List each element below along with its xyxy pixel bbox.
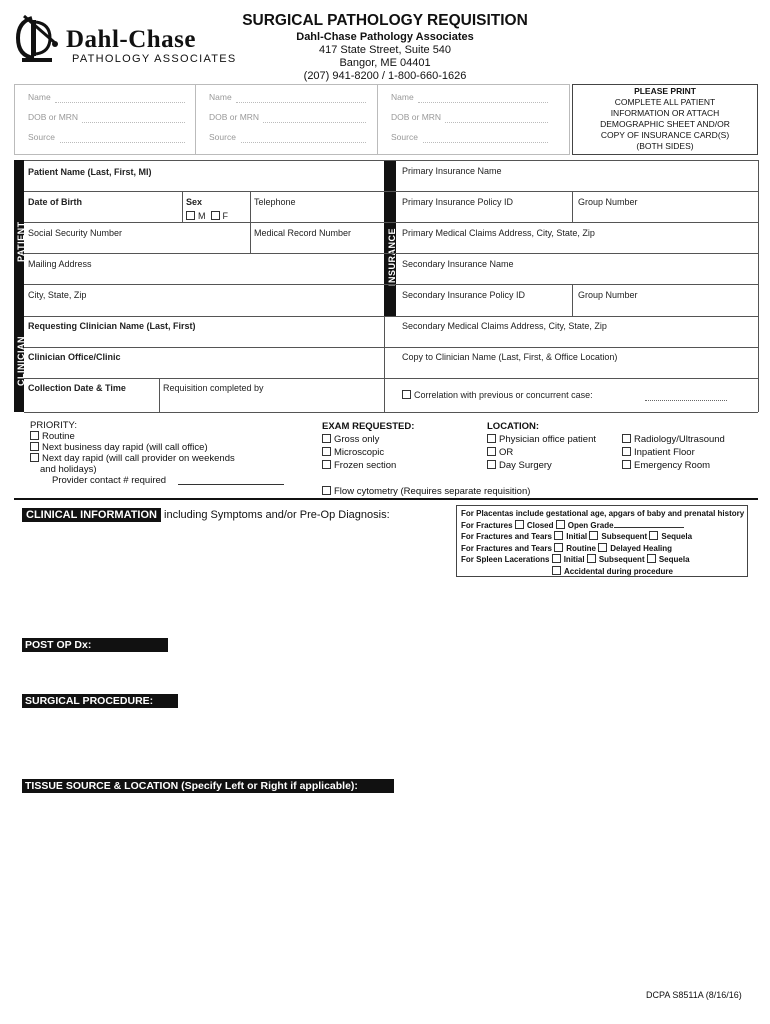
mailing-address-label: Mailing Address	[28, 259, 92, 269]
accidental-checkbox[interactable]	[552, 566, 561, 575]
address-line-1: 417 State Street, Suite 540	[318, 44, 452, 56]
logo-name: Dahl-Chase	[66, 26, 197, 53]
closed-label: Closed	[526, 520, 554, 530]
day-surgery-checkbox[interactable]	[487, 460, 496, 469]
please-print-line: COMPLETE ALL PATIENT	[614, 97, 716, 107]
logo-subtitle: PATHOLOGY ASSOCIATES	[72, 53, 237, 65]
initial-checkbox[interactable]	[554, 531, 563, 540]
telephone-label: Telephone	[254, 197, 296, 207]
routine-healing-checkbox[interactable]	[554, 543, 563, 552]
please-print-line: INFORMATION OR ATTACH	[610, 108, 720, 118]
label1-name: Name	[28, 92, 51, 102]
please-print-line: (BOTH SIDES)	[636, 141, 694, 151]
spleen-sequela-checkbox[interactable]	[647, 554, 656, 563]
patient-name-label: Patient Name (Last, First, MI)	[28, 167, 152, 177]
routine-healing-label: Routine	[566, 543, 597, 553]
sex-m-checkbox[interactable]	[186, 211, 195, 220]
primary-group-label: Group Number	[578, 197, 638, 207]
fractures-label: For Fractures	[461, 520, 513, 530]
primary-claims-address-label: Primary Medical Claims Address, City, State, Zip	[402, 228, 595, 238]
sequela-label: Sequela	[661, 532, 693, 541]
correlation-checkbox[interactable]	[402, 390, 411, 399]
insurance-side-label: INSURANCE	[387, 227, 397, 286]
city-state-zip-label: City, State, Zip	[28, 290, 87, 300]
post-op-title: POST OP Dx:	[22, 638, 168, 652]
gross-label: Gross only	[334, 434, 380, 445]
spleen-sequela-label: Sequela	[658, 555, 690, 564]
office-label: Physician office patient	[499, 434, 596, 445]
secondary-group-label: Group Number	[578, 290, 638, 300]
secondary-insurance-name-label: Secondary Insurance Name	[402, 259, 514, 269]
copy-to-clinician-label: Copy to Clinician Name (Last, First, & Office Location)	[402, 352, 618, 362]
priority-title: PRIORITY:	[30, 420, 77, 431]
completed-by-label: Requisition completed by	[163, 383, 264, 393]
subsequent-checkbox[interactable]	[589, 531, 598, 540]
tissue-source-title: TISSUE SOURCE & LOCATION (Specify Left or Right if applicable):	[22, 779, 394, 793]
label3-dob: DOB or MRN	[391, 112, 442, 122]
initial-label: Initial	[566, 532, 588, 541]
clinical-info-title: CLINICAL INFORMATION	[22, 508, 161, 522]
dahl-chase-logo-icon	[14, 12, 60, 64]
sex-f-label: F	[222, 211, 229, 221]
delayed-healing-checkbox[interactable]	[598, 543, 607, 552]
please-print-line: COPY OF INSURANCE CARD(S)	[600, 130, 730, 140]
please-print-line: DEMOGRAPHIC SHEET AND/OR	[600, 119, 730, 129]
clinical-info-suffix: including Symptoms and/or Pre-Op Diagnosis:	[164, 509, 390, 521]
subsequent-label: Subsequent	[601, 532, 648, 541]
next-day-label-cont: and holidays)	[40, 464, 97, 475]
gross-checkbox[interactable]	[322, 434, 331, 443]
provider-contact-label: Provider contact # required	[52, 475, 167, 486]
closed-checkbox[interactable]	[515, 520, 524, 529]
secondary-claims-address-label: Secondary Medical Claims Address, City, State, Zip	[402, 321, 607, 331]
er-label: Emergency Room	[634, 460, 711, 471]
location-title: LOCATION:	[487, 421, 540, 432]
inpatient-label: Inpatient Floor	[634, 447, 695, 458]
secondary-policy-label: Secondary Insurance Policy ID	[402, 290, 526, 300]
label-area	[14, 84, 570, 155]
next-business-checkbox[interactable]	[30, 442, 39, 451]
spleen-subsequent-label: Subsequent	[598, 555, 645, 564]
correlation-label: Correlation with previous or concurrent case:	[414, 390, 593, 400]
flow-checkbox[interactable]	[322, 486, 331, 495]
accidental-label: Accidental during procedure	[564, 566, 673, 576]
next-business-label: Next business day rapid (will call office)	[42, 442, 208, 453]
label2-source: Source	[209, 132, 236, 142]
clinician-office-label: Clinician Office/Clinic	[28, 352, 121, 362]
micro-checkbox[interactable]	[322, 447, 331, 456]
open-label: Open	[567, 520, 589, 530]
form-code: DCPA S8511A (8/16/16)	[646, 990, 742, 1000]
label3-name: Name	[391, 92, 414, 102]
patient-side-label: PATIENT	[16, 221, 26, 262]
sequela-checkbox[interactable]	[649, 531, 658, 540]
radiology-checkbox[interactable]	[622, 434, 631, 443]
grade-label: Grade	[590, 520, 614, 530]
frozen-checkbox[interactable]	[322, 460, 331, 469]
phone: (207) 941-8200 / 1-800-660-1626	[303, 70, 467, 82]
fractures-tears-label: For Fractures and Tears	[461, 543, 552, 553]
clinician-side-label: CLINICIAN	[16, 336, 26, 386]
flow-label: Flow cytometry (Requires separate requisition)	[334, 486, 531, 497]
dob-label: Date of Birth	[28, 197, 82, 207]
frozen-label: Frozen section	[334, 460, 397, 471]
collection-date-label: Collection Date & Time	[28, 383, 126, 393]
sex-m-label: M	[198, 211, 206, 221]
open-checkbox[interactable]	[556, 520, 565, 529]
org-name: Dahl-Chase Pathology Associates	[296, 31, 474, 43]
next-day-label: Next day rapid (will call provider on weekends	[42, 453, 235, 464]
form-title: SURGICAL PATHOLOGY REQUISITION	[242, 12, 528, 29]
primary-policy-label: Primary Insurance Policy ID	[402, 197, 514, 207]
or-label: OR	[499, 447, 514, 458]
exam-title: EXAM REQUESTED:	[322, 421, 415, 432]
clinician-name-label: Requesting Clinician Name (Last, First)	[28, 321, 196, 331]
address-line-2: Bangor, ME 04401	[339, 57, 431, 69]
surgical-procedure-title: SURGICAL PROCEDURE:	[22, 694, 178, 708]
inpatient-checkbox[interactable]	[622, 447, 631, 456]
spleen-label: For Spleen Lacerations	[461, 555, 550, 564]
mrn-label: Medical Record Number	[254, 228, 352, 238]
sex-f-checkbox[interactable]	[211, 211, 220, 220]
office-checkbox[interactable]	[487, 434, 496, 443]
label2-name: Name	[209, 92, 232, 102]
sex-label: Sex	[186, 197, 203, 207]
primary-insurance-name-label: Primary Insurance Name	[402, 166, 502, 176]
label1-source: Source	[28, 132, 55, 142]
please-print-title: PLEASE PRINT	[634, 86, 696, 96]
placenta-line: For Placentas include gestational age, apgars of baby and prenatal history	[461, 509, 745, 518]
day-surgery-label: Day Surgery	[499, 460, 552, 471]
label1-dob: DOB or MRN	[28, 112, 79, 122]
or-checkbox[interactable]	[487, 447, 496, 456]
delayed-healing-label: Delayed Healing	[610, 543, 673, 553]
spleen-initial-label: Initial	[563, 555, 585, 564]
er-checkbox[interactable]	[622, 460, 631, 469]
label3-source: Source	[391, 132, 418, 142]
label2-dob: DOB or MRN	[209, 112, 260, 122]
spleen-initial-checkbox[interactable]	[552, 554, 561, 563]
next-day-checkbox[interactable]	[30, 453, 39, 462]
fractures-tears-label: For Fractures and Tears	[461, 532, 552, 541]
micro-label: Microscopic	[334, 447, 385, 458]
ssn-label: Social Security Number	[28, 228, 123, 238]
spleen-subsequent-checkbox[interactable]	[587, 554, 596, 563]
radiology-label: Radiology/Ultrasound	[634, 434, 725, 445]
routine-label: Routine	[42, 431, 75, 442]
routine-checkbox[interactable]	[30, 431, 39, 440]
